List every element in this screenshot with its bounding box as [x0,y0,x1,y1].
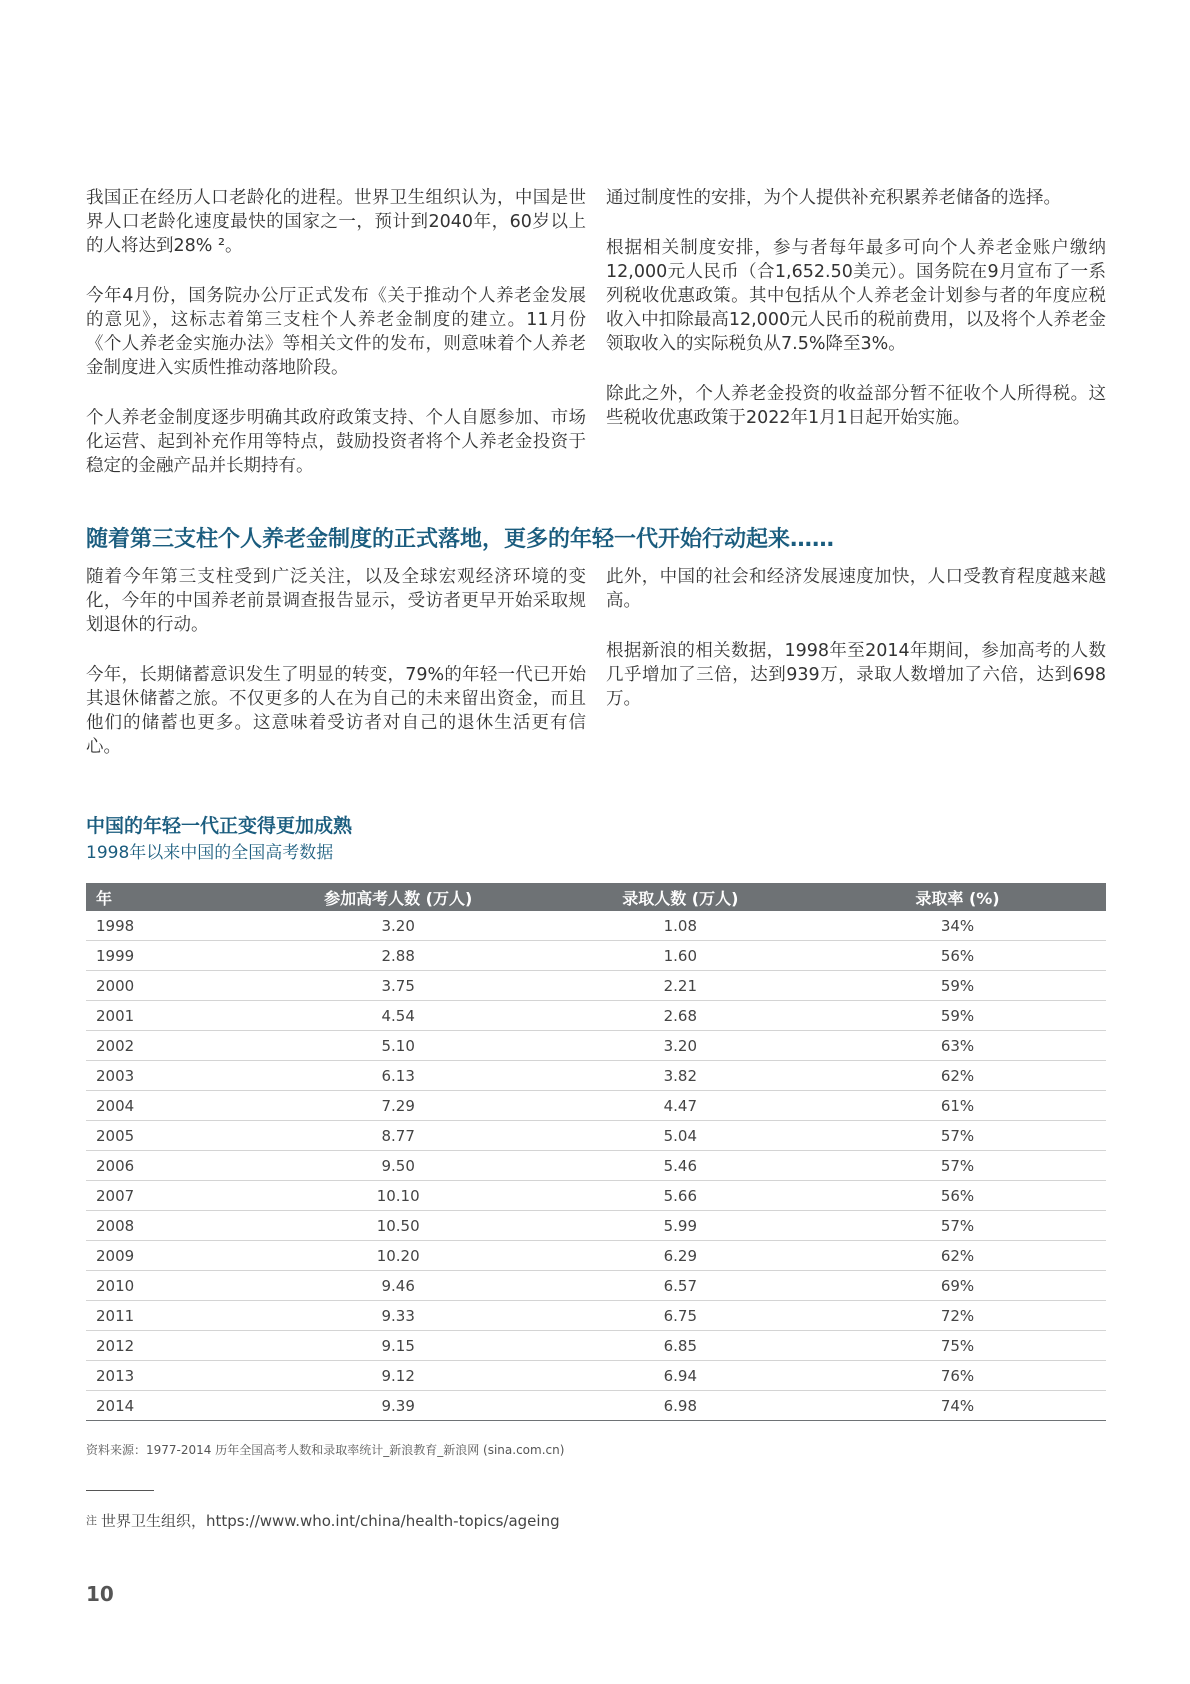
cell-year: 2014 [86,1391,245,1421]
table-row [86,1031,1106,1061]
cell-admitted: 2.68 [552,1001,809,1031]
header-admitted: 录取人数 (万人) [552,883,809,911]
table-row [86,971,1106,1001]
cell-year: 2001 [86,1001,245,1031]
cell-year: 1998 [86,911,245,941]
cell-admitted: 1.08 [552,911,809,941]
cell-admitted: 6.29 [552,1241,809,1271]
table-body [86,911,1106,1421]
body-paragraph: 我国正在经历人口老龄化的进程。世界卫生组织认为，中国是世界人口老龄化速度最快的国家之一，预计到2040年，60岁以上的人将达到28% ²。 [86,188,586,256]
cell-applicants: 10.10 [245,1181,552,1211]
cell-applicants: 6.13 [245,1061,552,1091]
cell-year: 2005 [86,1121,245,1151]
cell-admission-rate: 57% [809,1151,1106,1181]
table-source: 资料来源：1977-2014 历年全国高考人数和录取率统计_新浪教育_新浪网 (sina.com.cn) [86,1443,565,1457]
footnote-divider [86,1490,154,1491]
body-paragraph: 除此之外，个人养老金投资的收益部分暂不征收个人所得税。这些税收优惠政策于2022年1月1日起开始实施。 [606,384,1106,428]
table-row [86,1301,1106,1331]
cell-applicants: 9.46 [245,1271,552,1301]
intro-right-column [606,186,1106,504]
cell-year: 1999 [86,941,245,971]
gaokao-data-table [86,883,1106,1421]
cell-admission-rate: 59% [809,971,1106,1001]
cell-admission-rate: 62% [809,1241,1106,1271]
body-paragraph: 今年，长期储蓄意识发生了明显的转变，79%的年轻一代已开始其退休储蓄之旅。不仅更多的人在为自己的未来留出资金，而且他们的储蓄也更多。这意味着受访者对自己的退休生活更有信心。 [86,665,586,757]
cell-year: 2013 [86,1361,245,1391]
youth-left-column [86,565,586,785]
body-paragraph: 随着今年第三支柱受到广泛关注，以及全球宏观经济环境的变化，今年的中国养老前景调查报告显示，受访者更早开始采取规划退休的行动。 [86,567,586,635]
cell-year: 2006 [86,1151,245,1181]
cell-admitted: 4.47 [552,1091,809,1121]
cell-year: 2003 [86,1061,245,1091]
section-heading: 随着第三支柱个人养老金制度的正式落地，更多的年轻一代开始行动起来…… [86,527,835,552]
cell-admission-rate: 62% [809,1061,1106,1091]
cell-admission-rate: 56% [809,941,1106,971]
cell-applicants: 10.50 [245,1211,552,1241]
intro-left-column [86,186,586,504]
table-row [86,1331,1106,1361]
cell-applicants: 9.50 [245,1151,552,1181]
header-applicants: 参加高考人数 (万人) [245,883,552,911]
cell-year: 2002 [86,1031,245,1061]
cell-applicants: 3.75 [245,971,552,1001]
cell-year: 2008 [86,1211,245,1241]
youth-right-column [606,565,1106,785]
cell-admission-rate: 56% [809,1181,1106,1211]
cell-applicants: 4.54 [245,1001,552,1031]
table-row [86,1241,1106,1271]
cell-admission-rate: 74% [809,1391,1106,1421]
cell-year: 2009 [86,1241,245,1271]
cell-admitted: 1.60 [552,941,809,971]
youth-section [86,565,1106,785]
cell-year: 2012 [86,1331,245,1361]
cell-year: 2007 [86,1181,245,1211]
cell-admitted: 6.94 [552,1361,809,1391]
header-admission-rate: 录取率 (%) [809,883,1106,911]
cell-admission-rate: 34% [809,911,1106,941]
cell-applicants: 3.20 [245,911,552,941]
table-row [86,941,1106,971]
body-paragraph: 根据相关制度安排，参与者每年最多可向个人养老金账户缴纳12,000元人民币（合1,652.50美元）。国务院在9月宣布了一系列税收优惠政策。其中包括从个人养老金计划参与者的年度应税收入中扣除最高12,000元人民币的税前费用，以及将个人养老金领取收入的实际税负从7.5%降至3%。 [606,238,1106,354]
header-year: 年 [86,883,245,911]
cell-admitted: 5.46 [552,1151,809,1181]
cell-admission-rate: 57% [809,1211,1106,1241]
body-paragraph: 根据新浪的相关数据，1998年至2014年期间，参加高考的人数几乎增加了三倍，达到939万，录取人数增加了六倍，达到698万。 [606,641,1106,709]
intro-section [86,186,1106,504]
cell-year: 2011 [86,1301,245,1331]
table-row [86,1091,1106,1121]
cell-admitted: 3.20 [552,1031,809,1061]
cell-year: 2004 [86,1091,245,1121]
cell-applicants: 9.33 [245,1301,552,1331]
cell-admission-rate: 76% [809,1361,1106,1391]
cell-admitted: 6.75 [552,1301,809,1331]
cell-year: 2010 [86,1271,245,1301]
body-paragraph: 个人养老金制度逐步明确其政府政策支持、个人自愿参加、市场化运营、起到补充作用等特点，鼓励投资者将个人养老金投资于稳定的金融产品并长期持有。 [86,408,586,476]
table-row [86,1271,1106,1301]
page-number: 10 [86,1582,114,1606]
cell-applicants: 9.15 [245,1331,552,1361]
cell-year: 2000 [86,971,245,1001]
table-title: 中国的年轻一代正变得更加成熟 [86,815,353,837]
cell-admitted: 2.21 [552,971,809,1001]
cell-admitted: 3.82 [552,1061,809,1091]
cell-applicants: 9.12 [245,1361,552,1391]
cell-admitted: 5.99 [552,1211,809,1241]
cell-admitted: 5.66 [552,1181,809,1211]
footnote-mark: 注 [86,1514,97,1527]
table-row [86,1391,1106,1421]
cell-applicants: 2.88 [245,941,552,971]
cell-admission-rate: 63% [809,1031,1106,1061]
cell-applicants: 7.29 [245,1091,552,1121]
cell-applicants: 9.39 [245,1391,552,1421]
table-row [86,1361,1106,1391]
cell-admission-rate: 59% [809,1001,1106,1031]
cell-admission-rate: 75% [809,1331,1106,1361]
cell-admitted: 6.57 [552,1271,809,1301]
footnote [86,1510,560,1531]
table-row [86,1121,1106,1151]
table-row [86,1151,1106,1181]
cell-admitted: 5.04 [552,1121,809,1151]
cell-admission-rate: 57% [809,1121,1106,1151]
footnote-text: 世界卫生组织，https://www.who.int/china/health-topics/ageing [101,1512,560,1530]
table-row [86,911,1106,941]
table-row [86,1061,1106,1091]
cell-applicants: 8.77 [245,1121,552,1151]
body-paragraph: 此外，中国的社会和经济发展速度加快，人口受教育程度越来越高。 [606,567,1106,611]
cell-admitted: 6.85 [552,1331,809,1361]
body-paragraph: 通过制度性的安排，为个人提供补充积累养老储备的选择。 [606,188,1061,208]
cell-applicants: 10.20 [245,1241,552,1271]
table-row [86,1001,1106,1031]
cell-admission-rate: 72% [809,1301,1106,1331]
cell-applicants: 5.10 [245,1031,552,1061]
cell-admission-rate: 69% [809,1271,1106,1301]
cell-admission-rate: 61% [809,1091,1106,1121]
table-header-row [86,883,1106,911]
table-row [86,1181,1106,1211]
table-subtitle: 1998年以来中国的全国高考数据 [86,843,334,863]
table-row [86,1211,1106,1241]
cell-admitted: 6.98 [552,1391,809,1421]
body-paragraph: 今年4月份，国务院办公厅正式发布《关于推动个人养老金发展的意见》，这标志着第三支柱个人养老金制度的建立。11月份《个人养老金实施办法》等相关文件的发布，则意味着个人养老金制度进入实质性推动落地阶段。 [86,286,586,378]
